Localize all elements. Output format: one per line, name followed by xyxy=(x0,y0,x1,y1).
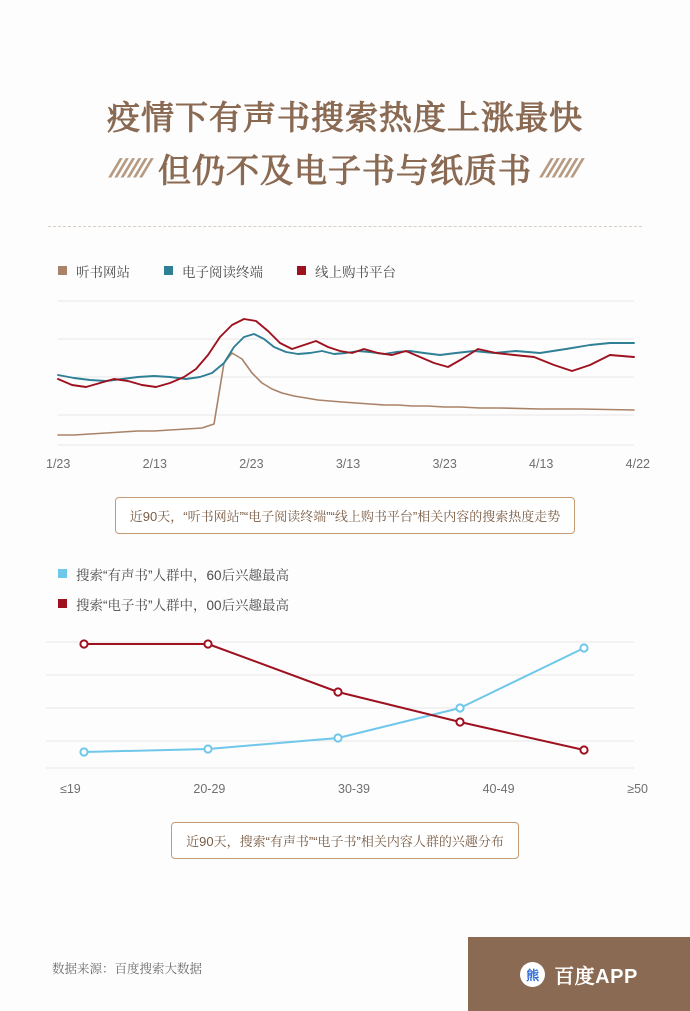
x-tick-label: 40-49 xyxy=(482,781,515,796)
legend-swatch-icon xyxy=(164,266,173,275)
chart2-caption: 近90天，搜索“有声书”“电子书”相关内容人群的兴趣分布 xyxy=(171,822,519,859)
title-block xyxy=(0,0,690,192)
x-tick-label: 20-29 xyxy=(193,781,226,796)
brand-bar xyxy=(468,937,690,1011)
brand-name: 百度APP xyxy=(554,965,638,988)
legend-swatch-icon xyxy=(58,266,67,275)
x-tick-label: 4/13 xyxy=(529,456,554,471)
chart2-legend xyxy=(58,564,690,614)
legend-label: 搜索“有声书”人群中，60后兴趣最高 xyxy=(76,567,290,583)
legend-label: 搜索“电子书”人群中，00后兴趣最高 xyxy=(76,597,290,613)
title-divider xyxy=(48,226,642,227)
chart1-gridlines xyxy=(58,301,634,445)
chart1-caption-wrap xyxy=(0,497,690,534)
x-tick-label: 4/22 xyxy=(625,456,650,471)
x-tick-label: ≤19 xyxy=(60,781,81,796)
chart2-x-axis-labels xyxy=(0,782,690,796)
page-title-line2-wrap xyxy=(0,145,690,192)
slash-decoration-left: ////// xyxy=(107,152,152,183)
legend-item-online-store xyxy=(297,261,396,281)
chart2-wrap xyxy=(0,628,690,796)
chart1-svg xyxy=(0,293,690,453)
chart1-wrap xyxy=(0,293,690,471)
legend-swatch-icon xyxy=(58,569,67,578)
chart1-caption: 近90天，“听书网站”“电子阅读终端”“线上购书平台”相关内容的搜索热度走势 xyxy=(115,497,575,534)
page-title-line2: 但仍不及电子书与纸质书 xyxy=(158,151,532,189)
legend-swatch-icon xyxy=(297,266,306,275)
chart2-caption-wrap xyxy=(0,822,690,859)
x-tick-label: 30-39 xyxy=(338,781,370,796)
legend-label: 听书网站 xyxy=(76,264,130,280)
chart2-series-audiobook-points xyxy=(80,644,587,755)
legend-label: 线上购书平台 xyxy=(315,264,396,280)
x-tick-label: 1/23 xyxy=(46,456,71,471)
x-tick-label: 3/13 xyxy=(335,456,361,471)
legend-item-ereader xyxy=(164,261,263,281)
footer xyxy=(0,937,690,1011)
chart2-series-ebook xyxy=(84,644,584,750)
chart1-x-axis-labels xyxy=(0,457,690,471)
chart1-series-ereader xyxy=(58,334,634,381)
data-source-label: 数据来源：百度搜索大数据 xyxy=(52,962,203,976)
x-tick-label: ≥50 xyxy=(627,781,648,796)
chart1-series-tingshu xyxy=(58,353,634,435)
legend-item-tingshu xyxy=(58,261,130,281)
legend-item-audiobook-age xyxy=(58,564,690,584)
legend-item-ebook-age xyxy=(58,594,690,614)
slash-decoration-right: ////// xyxy=(538,152,583,183)
x-tick-label: 2/13 xyxy=(142,456,167,471)
x-tick-label: 2/23 xyxy=(239,456,264,471)
chart2-gridlines xyxy=(46,642,634,768)
legend-label: 电子阅读终端 xyxy=(182,264,263,280)
x-tick-label: 3/23 xyxy=(432,456,457,471)
chart1-legend xyxy=(58,261,690,281)
chart2-svg xyxy=(0,628,690,778)
page-title-line1: 疫情下有声书搜索热度上涨最快 xyxy=(107,99,583,136)
legend-swatch-icon xyxy=(58,599,67,608)
baidu-bear-icon: 熊 xyxy=(520,962,545,987)
